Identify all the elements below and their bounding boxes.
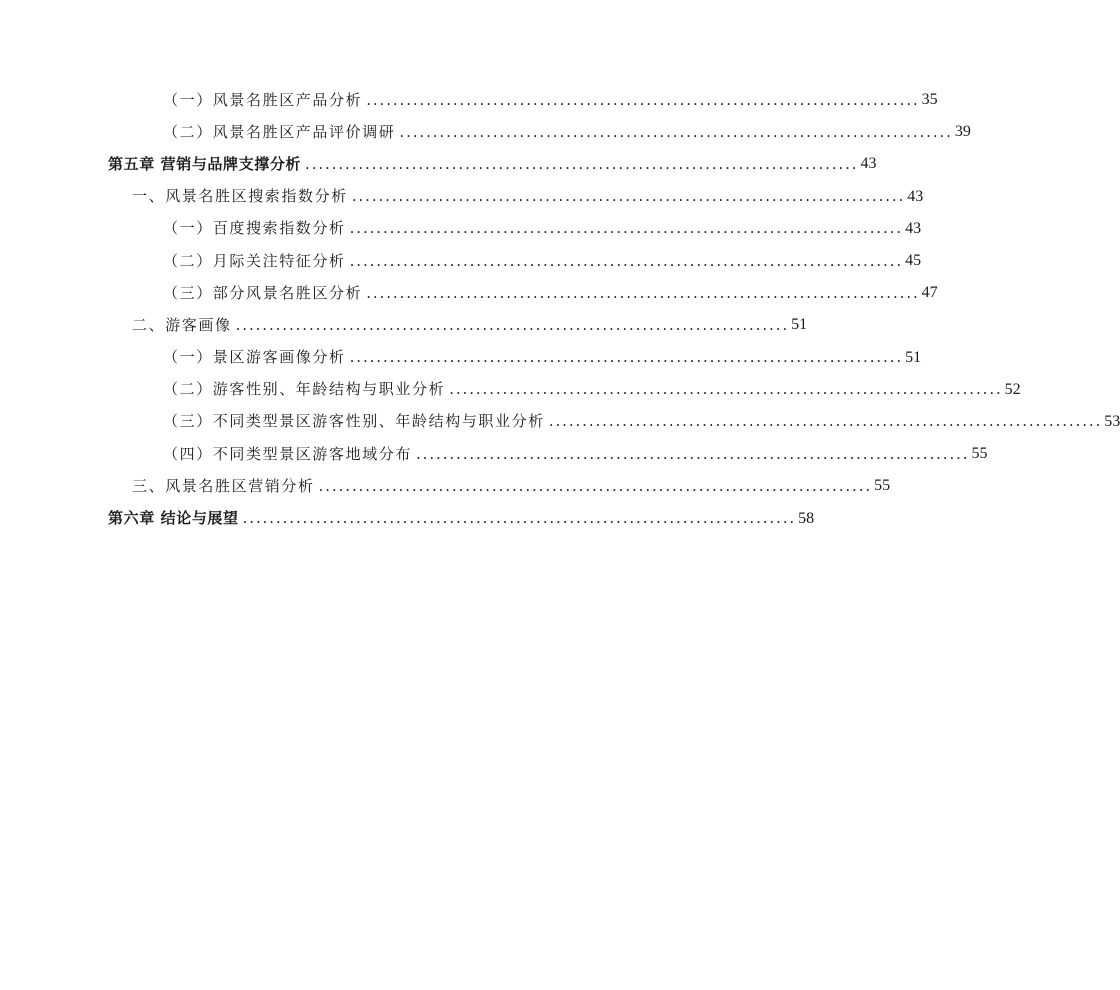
toc-entry-page: 51: [791, 316, 808, 334]
toc-entry[interactable]: [0, 181, 924, 213]
dot-leader: ...................................................................................: [349, 348, 904, 367]
toc-entry-page: 51: [905, 348, 922, 366]
toc-entry-page: 43: [907, 187, 924, 205]
dot-leader: ...................................................................................: [366, 90, 920, 109]
toc-entry[interactable]: [0, 470, 891, 502]
dot-leader: ...................................................................................: [235, 315, 790, 334]
toc-entry[interactable]: [0, 277, 938, 309]
toc-entry-title: （三）部分风景名胜区分析: [163, 283, 363, 302]
toc-chapter-entry[interactable]: [0, 502, 815, 534]
toc-entry-title: （二）月际关注特征分析: [163, 251, 346, 270]
toc-entry[interactable]: [0, 84, 938, 116]
table-of-contents: [0, 84, 1120, 535]
dot-leader: ...................................................................................: [449, 380, 1003, 399]
toc-entry-title: （三）不同类型景区游客性别、年龄结构与职业分析: [163, 412, 545, 431]
toc-entry-page: 39: [954, 123, 971, 141]
toc-entry-title: 三、风景名胜区营销分析: [132, 476, 315, 495]
toc-entry-page: 47: [921, 284, 938, 302]
dot-leader: ...................................................................................: [399, 122, 953, 141]
dot-leader: ...................................................................................: [366, 283, 920, 302]
toc-entry[interactable]: [0, 406, 1120, 438]
toc-entry-title: （一）风景名胜区产品分析: [163, 90, 363, 109]
toc-entry-title: 第六章 结论与展望: [108, 509, 239, 528]
toc-entry-page: 53: [1104, 412, 1120, 430]
toc-chapter-entry[interactable]: [0, 148, 877, 180]
toc-entry[interactable]: [0, 245, 922, 277]
dot-leader: ...................................................................................: [242, 509, 797, 528]
dot-leader: ...................................................................................: [318, 476, 873, 495]
dot-leader: ...................................................................................: [305, 154, 859, 173]
toc-entry-title: （一）景区游客画像分析: [163, 348, 346, 367]
toc-entry[interactable]: [0, 342, 922, 374]
toc-entry-title: 第五章 营销与品牌支撑分析: [108, 154, 302, 173]
toc-entry-page: 55: [971, 445, 988, 463]
toc-entry[interactable]: [0, 116, 971, 148]
toc-entry-title: （二）风景名胜区产品评价调研: [163, 122, 396, 141]
toc-entry-page: 43: [860, 155, 877, 173]
dot-leader: ...................................................................................: [351, 187, 906, 206]
dot-leader: ...................................................................................: [349, 251, 904, 270]
toc-entry[interactable]: [0, 309, 808, 341]
toc-entry[interactable]: [0, 374, 1021, 406]
dot-leader: ...................................................................................: [416, 444, 970, 463]
toc-entry[interactable]: [0, 213, 922, 245]
toc-entry-page: 58: [798, 509, 815, 527]
toc-entry-page: 52: [1004, 380, 1021, 398]
dot-leader: ...................................................................................: [349, 219, 904, 238]
toc-entry-page: 45: [905, 252, 922, 270]
toc-entry-title: （二）游客性别、年龄结构与职业分析: [163, 380, 446, 399]
toc-entry-title: 二、游客画像: [132, 315, 232, 334]
dot-leader: ...................................................................................: [548, 412, 1103, 431]
toc-entry-page: 43: [905, 219, 922, 237]
toc-entry-title: 一、风景名胜区搜索指数分析: [132, 187, 348, 206]
toc-entry-title: （四）不同类型景区游客地域分布: [163, 444, 413, 463]
toc-entry-page: 55: [874, 477, 891, 495]
toc-entry-page: 35: [921, 91, 938, 109]
toc-entry-title: （一）百度搜索指数分析: [163, 219, 346, 238]
toc-entry[interactable]: [0, 438, 988, 470]
